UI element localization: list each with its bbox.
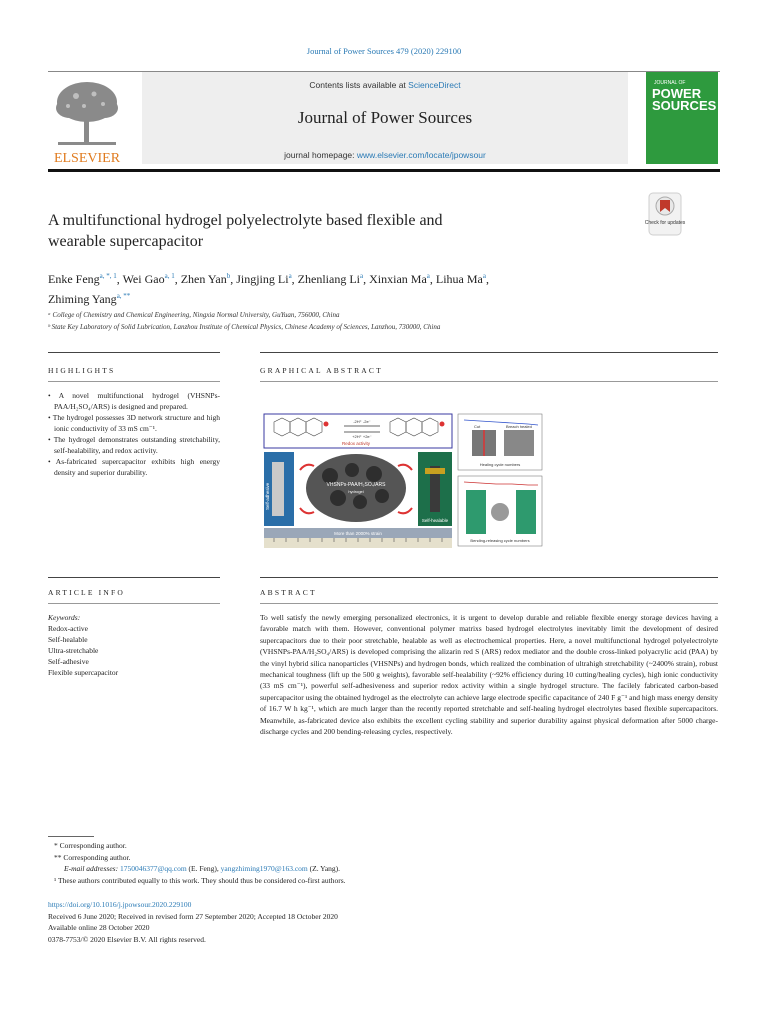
cut-label: Cut bbox=[474, 424, 481, 429]
abstract-subrule bbox=[260, 603, 718, 604]
self-adhesive-label: Self-adhesive bbox=[265, 482, 270, 510]
author-affil-marker[interactable]: a, 1 bbox=[164, 272, 175, 280]
redox-label: Redox activity bbox=[341, 441, 371, 446]
title-line-2: wearable supercapacitor bbox=[48, 233, 204, 250]
reaction-bottom-label: +2H⁺ +2e⁻ bbox=[352, 434, 372, 439]
journal-cover-image bbox=[646, 72, 718, 164]
author-affil-marker[interactable]: a, ** bbox=[116, 292, 131, 300]
abstract-rule bbox=[260, 577, 718, 578]
author-affil-marker[interactable]: a bbox=[360, 272, 364, 280]
abstract-heading: ABSTRACT bbox=[260, 588, 317, 597]
highlights-heading: HIGHLIGHTS bbox=[48, 366, 116, 375]
author-name: Zhen Yan bbox=[180, 272, 227, 286]
strain-label: More than 2000% strain bbox=[334, 531, 382, 536]
graphical-abstract-heading: GRAPHICAL ABSTRACT bbox=[260, 366, 383, 375]
equal-contribution-note: ¹ These authors contributed equally to this work. They should thus be considered co-first authors. bbox=[54, 875, 346, 885]
publication-info bbox=[48, 899, 668, 945]
cover-title-text: POWER SOURCES bbox=[652, 86, 717, 113]
article-info-subrule bbox=[48, 603, 220, 604]
affiliations bbox=[48, 309, 688, 333]
author-name: Zhiming Yang bbox=[48, 292, 117, 306]
homepage-line bbox=[142, 150, 628, 160]
author-name: Enke Feng bbox=[48, 272, 100, 286]
email-link-feng[interactable]: 1750046377@qq.com bbox=[119, 864, 187, 873]
doi-link[interactable]: https://doi.org/10.1016/j.jpowsour.2020.229100 bbox=[48, 900, 192, 909]
author-name: Wei Gao bbox=[122, 272, 165, 286]
footnotes bbox=[48, 840, 668, 886]
author-affil-marker[interactable]: a bbox=[426, 272, 430, 280]
hydrogel-label: VHSNPs-PAA/H₂SO₄/ARS bbox=[326, 482, 386, 488]
reaction-top-label: -2H⁺ -2e⁻ bbox=[353, 419, 371, 424]
graphical-abstract-subrule bbox=[260, 381, 718, 382]
highlights-subrule bbox=[48, 381, 220, 382]
keyword: Self-healable bbox=[48, 635, 88, 644]
bending-axis-label: Bending-releasing cycle numbers bbox=[470, 538, 530, 543]
keywords-block bbox=[48, 612, 218, 678]
received-dates: Received 6 June 2020; Received in revised form 27 September 2020; Accepted 18 October 2020 bbox=[48, 911, 338, 921]
article-title bbox=[48, 210, 608, 252]
highlight-item: • The hydrogel demonstrates outstanding stretchability, self-healability, and redox activity. bbox=[48, 435, 220, 455]
journal-reference-link[interactable]: Journal of Power Sources 479 (2020) 229100 bbox=[306, 46, 462, 56]
keyword: Redox-active bbox=[48, 624, 88, 633]
affiliation-a: ᵃ College of Chemistry and Chemical Engineering, Ningxia Normal University, GuYuan, 756000, China bbox=[48, 311, 340, 319]
abstract-text: To well satisfy the newly emerging personalized electronics, it is urgent to develop durable and reliable flexible energy storage devices having a favorable match with them. However, conventional polymer matrixs based hydrogel electrolytes inevitably limit the development of desired supercapacitors due to their poor stretchable, healable as well as electrochemical properties. Here, a novel multifunctional hydrogel polyelectrolyte (VHSNPs-PAA/H₂SO₄/ARS) is developed comprising the alizarin red S (ARS) redox mediator and the double cross-linked polyacrylic acid (PAA) by the vinyl hybrid silica nanoparticles (VHSNPs) and hydrogen bonds, which realized the combination of ultrahigh stretchability (~2400% strain), robust mechanical toughness (lift up the 500 g weights), favorable self-healability (~92% efficiency during 10 cutting/healing cycles), high ionic conductivity (33 mS cm⁻¹), powerful self-adhesiveness and superior redox activity within a single hydrogel structure. The facilely fabricated carbon-based supercapacitor using the obtained hydrogel as the electrolyte can achieve large electrode specific capacitance of 240 F g⁻¹ and high mass energy density of 16.7 W h kg⁻¹, which are much larger than the recently reported stretchable and self-healing hydrogel electrolytes based flexible supercapacitors. Meanwhile, as-fabricated device also exhibits the excellent cycling stability and superior durability against physical deformation after 5000 charge-discharge cycles and 200 bending-releasing cycles, respectively. bbox=[260, 613, 718, 737]
email-yang-owner: (Z. Yang). bbox=[307, 864, 341, 873]
highlights-rule bbox=[48, 352, 220, 353]
cover-small-text: JOURNAL OF bbox=[654, 80, 686, 86]
author-list: Enke Feng$^{a, *, 1}$, Wei Gao$^{a, 1}$, Zhen Yan$^b$, Jingjing Li$^a$, Zhenliang Li$^a$, Xinxian Ma$^a$, Lihua Ma$^a$, Zhiming Yang$^{a, **}$ bbox=[48, 272, 489, 306]
self-healable-label: Self-healable bbox=[421, 518, 449, 523]
author-name: Xinxian Ma bbox=[369, 272, 427, 286]
graphical-abstract-figure bbox=[260, 410, 546, 550]
affiliation-b: ᵇ State Key Laboratory of Solid Lubrication, Lanzhou Institute of Chemical Physics, Chinese Academy of Sciences, Lanzhou, 730000, China bbox=[48, 323, 441, 331]
author-name: Lihua Ma bbox=[435, 272, 483, 286]
author-name: Jingjing Li bbox=[236, 272, 289, 286]
email-label: E-mail addresses: bbox=[64, 864, 120, 873]
contents-line bbox=[142, 80, 628, 90]
header-rule bbox=[48, 169, 720, 172]
elsevier-logo bbox=[48, 76, 126, 166]
keyword: Ultra-stretchable bbox=[48, 646, 99, 655]
author-affil-marker[interactable]: b bbox=[226, 272, 231, 280]
email-line bbox=[48, 863, 668, 875]
homepage-link[interactable]: www.elsevier.com/locate/jpowsour bbox=[356, 150, 486, 160]
title-line-1: A multifunctional hydrogel polyelectrolyte based flexible and bbox=[48, 212, 443, 229]
journal-title: Journal of Power Sources bbox=[297, 108, 473, 127]
journal-header-box bbox=[142, 72, 628, 164]
author-affil-marker[interactable]: a, *, 1 bbox=[99, 272, 117, 280]
highlight-item: • A novel multifunctional hydrogel (VHSNPs-PAA/H₂SO₄/ARS) is designed and prepared. bbox=[48, 391, 220, 411]
corresponding-author-1: * Corresponding author. bbox=[54, 841, 127, 850]
email-feng-owner: (E. Feng), bbox=[186, 864, 221, 873]
highlight-item: • The hydrogel possesses 3D network structure and high ionic conductivity of 33 mS cm⁻¹. bbox=[48, 413, 220, 433]
author-affil-marker[interactable]: a bbox=[482, 272, 486, 280]
highlights-list bbox=[48, 390, 220, 478]
healing-axis-label: Healing cycle numbers bbox=[479, 462, 521, 467]
article-info-rule bbox=[48, 577, 220, 578]
hydrogel-sublabel: hydrogel bbox=[348, 489, 364, 494]
copyright: 0378-7753/© 2020 Elsevier B.V. All rights reserved. bbox=[48, 934, 206, 944]
keywords-label: Keywords: bbox=[48, 613, 81, 622]
footnote-rule bbox=[48, 836, 94, 837]
sciencedirect-link[interactable]: ScienceDirect bbox=[408, 80, 461, 90]
keyword: Self-adhesive bbox=[48, 657, 89, 666]
check-updates-label: Check for updates bbox=[644, 220, 686, 226]
graphical-abstract-rule bbox=[260, 352, 718, 353]
publisher-name: ELSEVIER bbox=[53, 151, 121, 166]
contents-prefix: Contents lists available at bbox=[309, 80, 409, 90]
check-for-updates-button[interactable] bbox=[644, 192, 686, 236]
highlight-item: • As-fabricated supercapacitor exhibits high energy density and superior durability. bbox=[48, 457, 220, 477]
homepage-prefix: journal homepage: bbox=[284, 150, 357, 160]
corresponding-author-2: ** Corresponding author. bbox=[54, 852, 131, 862]
available-online: Available online 28 October 2020 bbox=[48, 923, 150, 932]
email-link-yang[interactable]: yangzhiming1970@163.com bbox=[220, 864, 308, 873]
keyword: Flexible supercapacitor bbox=[48, 668, 119, 677]
author-affil-marker[interactable]: a bbox=[288, 272, 292, 280]
article-info-heading: ARTICLE INFO bbox=[48, 588, 125, 597]
author-name: Zhenliang Li bbox=[297, 272, 360, 286]
breach-healed-label: Breach healed bbox=[506, 424, 532, 429]
